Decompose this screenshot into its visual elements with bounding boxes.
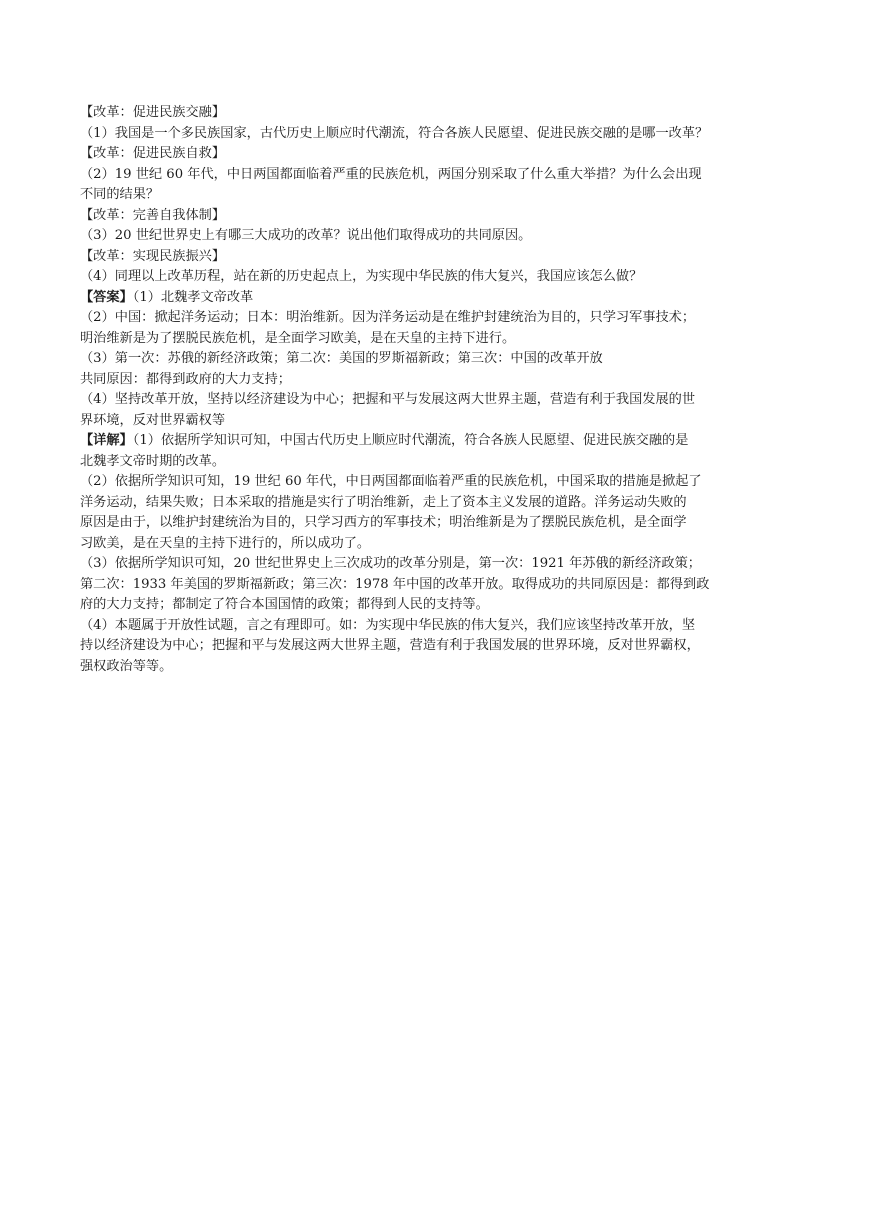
text-line [80, 554, 792, 575]
text-line [80, 144, 792, 165]
section-label: 【详解】 [80, 433, 133, 448]
line-text: （2）依据所学知识可知，19 世纪 60 年代，中日两国都面临着严重的民族危机，中国采取的措施是掀起了 [80, 474, 702, 489]
text-line [80, 452, 792, 473]
line-text: （1）依据所学知识可知，中国古代历史上顺应时代潮流，符合各族人民愿望、促进民族交融的是 [132, 433, 689, 448]
text-line [80, 575, 792, 596]
text-line [80, 411, 792, 432]
line-text: （1）我国是一个多民族国家，古代历史上顺应时代潮流，符合各族人民愿望、促进民族交融的是哪一改革？ [80, 125, 709, 141]
text-line [80, 329, 792, 350]
line-text: （3）第一次：苏俄的新经济政策；第二次：美国的罗斯福新政；第三次：中国的改革开放 [80, 351, 603, 366]
text-line [80, 185, 792, 206]
text-line [80, 431, 792, 452]
line-text: 【改革：完善自我体制】 [80, 207, 226, 223]
line-text: （1）北魏孝文帝改革 [132, 289, 254, 305]
text-line [80, 493, 792, 514]
line-text: 府的大力支持；都制定了符合本国国情的政策；都得到人民的支持等。 [80, 597, 489, 612]
text-line [80, 595, 792, 616]
text-line [80, 103, 792, 124]
text-line [80, 349, 792, 370]
text-line [80, 390, 792, 411]
line-text: （2）中国：掀起洋务运动；日本：明治维新。因为洋务运动是在维护封建统治为目的，只学习军事技术； [80, 310, 696, 325]
line-text: 持以经济建设为中心；把握和平与发展这两大世界主题，营造有利于我国发展的世界环境，反对世界霸权， [80, 638, 700, 653]
line-text: 不同的结果？ [80, 187, 160, 202]
line-text: 第二次：1933 年美国的罗斯福新政；第三次：1978 年中国的改革开放。取得成功的共同原因是：都得到政 [80, 576, 710, 592]
line-text: 洋务运动，结果失败；日本采取的措施是实行了明治维新，走上了资本主义发展的道路。洋务运动失败的 [80, 494, 687, 510]
text-line [80, 657, 792, 678]
line-text: （4）坚持改革开放，坚持以经济建设为中心；把握和平与发展这两大世界主题，营造有利于我国发展的世 [80, 392, 696, 407]
line-text: 强权政治等等。 [80, 658, 173, 674]
text-line [80, 308, 792, 329]
text-line [80, 370, 792, 391]
text-line [80, 636, 792, 657]
text-line [80, 534, 792, 555]
text-line [80, 165, 792, 186]
line-text: 共同原因：都得到政府的大力支持； [80, 371, 291, 387]
text-line [80, 124, 792, 145]
text-line [80, 288, 792, 309]
text-line [80, 267, 792, 288]
line-text: 明治维新是为了摆脱民族危机，是全面学习欧美，是在天皇的主持下进行。 [80, 330, 516, 346]
line-text: （4）同理以上改革历程，站在新的历史起点上，为实现中华民族的伟大复兴，我国应该怎么做？ [80, 269, 643, 284]
text-line [80, 513, 792, 534]
line-text: （3）依据所学知识可知，20 世纪世界史上三次成功的改革分别是，第一次：1921 年苏俄的新经济政策； [80, 556, 701, 571]
line-text: 【改革：促进民族自救】 [80, 146, 226, 161]
text-line [80, 206, 792, 227]
line-text: 习欧美，是在天皇的主持下进行的，所以成功了。 [80, 535, 371, 551]
text-line [80, 472, 792, 493]
text-line [80, 226, 792, 247]
section-label: 【答案】 [80, 289, 133, 305]
line-text: 北魏孝文帝时期的改革。 [80, 453, 226, 469]
line-text: （2）19 世纪 60 年代，中日两国都面临着严重的民族危机，两国分别采取了什么重大举措？为什么会出现 [80, 166, 702, 182]
document-body [80, 103, 792, 677]
text-line [80, 247, 792, 268]
line-text: （4）本题属于开放性试题，言之有理即可。如：为实现中华民族的伟大复兴，我们应该坚持改革开放，坚 [80, 617, 696, 633]
line-text: （3）20 世纪世界史上有哪三大成功的改革？说出他们取得成功的共同原因。 [80, 228, 532, 243]
line-text: 界环境，反对世界霸权等 [80, 412, 226, 428]
text-line [80, 616, 792, 637]
line-text: 【改革：实现民族振兴】 [80, 248, 226, 264]
line-text: 原因是由于，以维护封建统治为目的，只学习西方的军事技术；明治维新是为了摆脱民族危机，是全面学 [80, 515, 687, 530]
line-text: 【改革：促进民族交融】 [80, 105, 226, 120]
